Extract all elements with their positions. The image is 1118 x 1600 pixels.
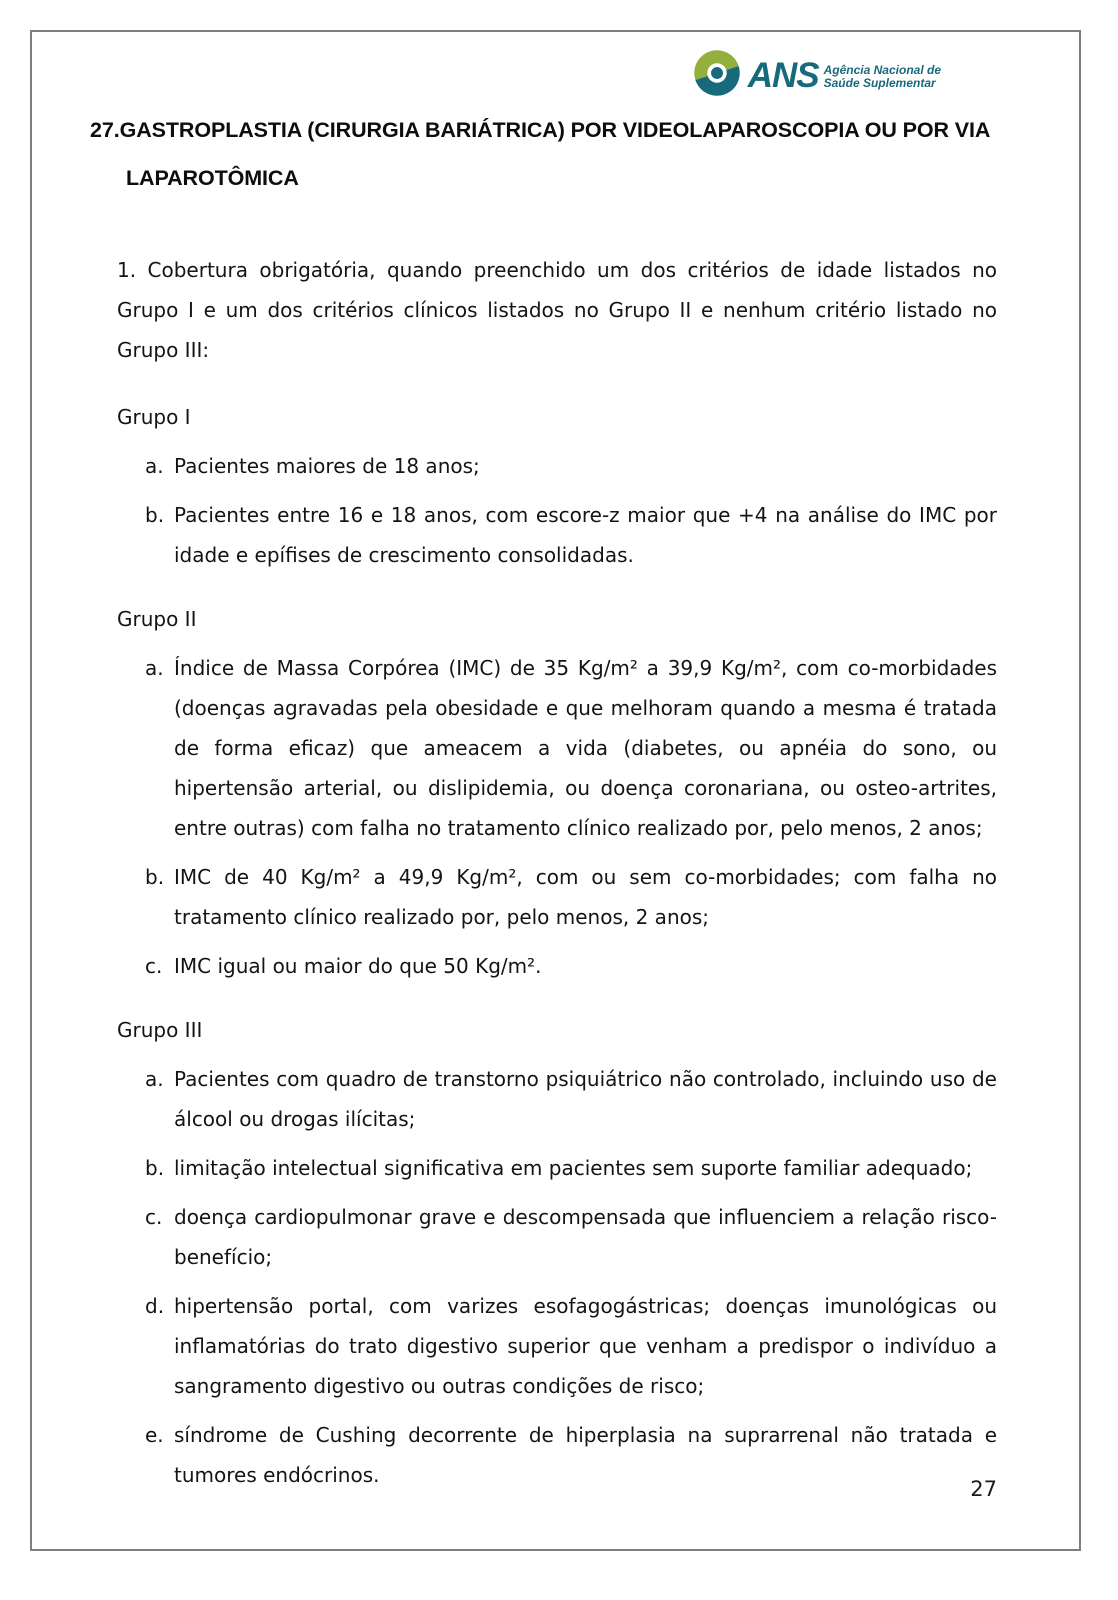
section-heading-line2: LAPAROTÔMICA	[126, 166, 299, 190]
list-item-marker: c.	[145, 1205, 163, 1229]
group-title: Grupo III	[117, 1018, 203, 1042]
list-item-marker: e.	[145, 1423, 164, 1447]
intro-paragraph: 1. Cobertura obrigatória, quando preenchido um dos critérios de idade listados no Grupo I e um dos critérios clínicos listados no Grupo II e nenhum critério listado no Grupo III:	[117, 258, 997, 362]
list-item	[145, 495, 997, 575]
list-item-marker: c.	[145, 954, 163, 978]
list-item	[145, 857, 997, 937]
ans-logo	[691, 47, 941, 103]
list-item	[145, 648, 997, 848]
list-item-text: Pacientes maiores de 18 anos;	[174, 454, 480, 478]
header	[90, 46, 997, 104]
page-content	[32, 32, 1079, 1495]
page-border-frame	[30, 30, 1081, 1551]
groups	[117, 397, 997, 1495]
list-item-marker: b.	[145, 865, 165, 889]
list-item-text: doença cardiopulmonar grave e descompensada que influenciem a relação risco-benefício;	[174, 1205, 997, 1269]
list-item-marker: b.	[145, 503, 165, 527]
group-title: Grupo II	[117, 607, 197, 631]
list-item-marker: a.	[145, 656, 164, 680]
list-item-text: IMC de 40 Kg/m² a 49,9 Kg/m², com ou sem co-morbidades; com falha no tratamento clínico realizado por, pelo menos, 2 anos;	[174, 865, 997, 929]
list-item	[145, 1148, 997, 1188]
list-item-text: IMC igual ou maior do que 50 Kg/m².	[174, 954, 542, 978]
section-heading-line1: 27.GASTROPLASTIA (CIRURGIA BARIÁTRICA) POR VIDEOLAPAROSCOPIA OU POR VIA	[90, 118, 991, 142]
ans-logo-icon	[691, 47, 743, 103]
group-title: Grupo I	[117, 405, 191, 429]
ans-logo-text: ANS	[747, 55, 819, 95]
list-item	[145, 1197, 997, 1277]
list-item-text: Pacientes com quadro de transtorno psiquiátrico não controlado, incluindo uso de álcool ou drogas ilícitas;	[174, 1067, 997, 1131]
section-heading	[90, 106, 997, 202]
list-item-text: Pacientes entre 16 e 18 anos, com escore-z maior que +4 na análise do IMC por idade e epífises de crescimento consolidadas.	[174, 503, 997, 567]
list-item	[145, 1286, 997, 1406]
list-item-text: síndrome de Cushing decorrente de hiperplasia na suprarrenal não tratada e tumores endócrinos.	[174, 1423, 997, 1487]
list-item-marker: d.	[145, 1294, 165, 1318]
list-item-text: hipertensão portal, com varizes esofagogástricas; doenças imunológicas ou inflamatórias do trato digestivo superior que venham a predispor o indivíduo a sangramento digestivo ou outras condições de risco;	[174, 1294, 997, 1398]
list-item	[145, 1415, 997, 1495]
list-item	[145, 446, 997, 486]
list-item-text: limitação intelectual significativa em pacientes sem suporte familiar adequado;	[174, 1156, 973, 1180]
page-number: 27	[970, 1477, 997, 1501]
list-item-marker: a.	[145, 1067, 164, 1091]
ans-logo-tagline-line1: Agência Nacional de	[823, 63, 941, 77]
ans-logo-tagline-line2: Saúde Suplementar	[823, 76, 936, 90]
ans-logo-tagline	[824, 60, 941, 90]
list-item	[145, 946, 997, 986]
list-item-marker: b.	[145, 1156, 165, 1180]
list-item-text: Índice de Massa Corpórea (IMC) de 35 Kg/m² a 39,9 Kg/m², com co-morbidades (doenças agravadas pela obesidade e que melhoram quando a mesma é tratada de forma eficaz) que ameacem a vida (diabetes, ou apnéia do sono, ou hipertensão arterial, ou dislipidemia, ou doença coronariana, ou osteo-artrites, entre outras) com falha no tratamento clínico realizado por, pelo menos, 2 anos;	[174, 656, 997, 840]
list-item	[145, 1059, 997, 1139]
list-item-marker: a.	[145, 454, 164, 478]
